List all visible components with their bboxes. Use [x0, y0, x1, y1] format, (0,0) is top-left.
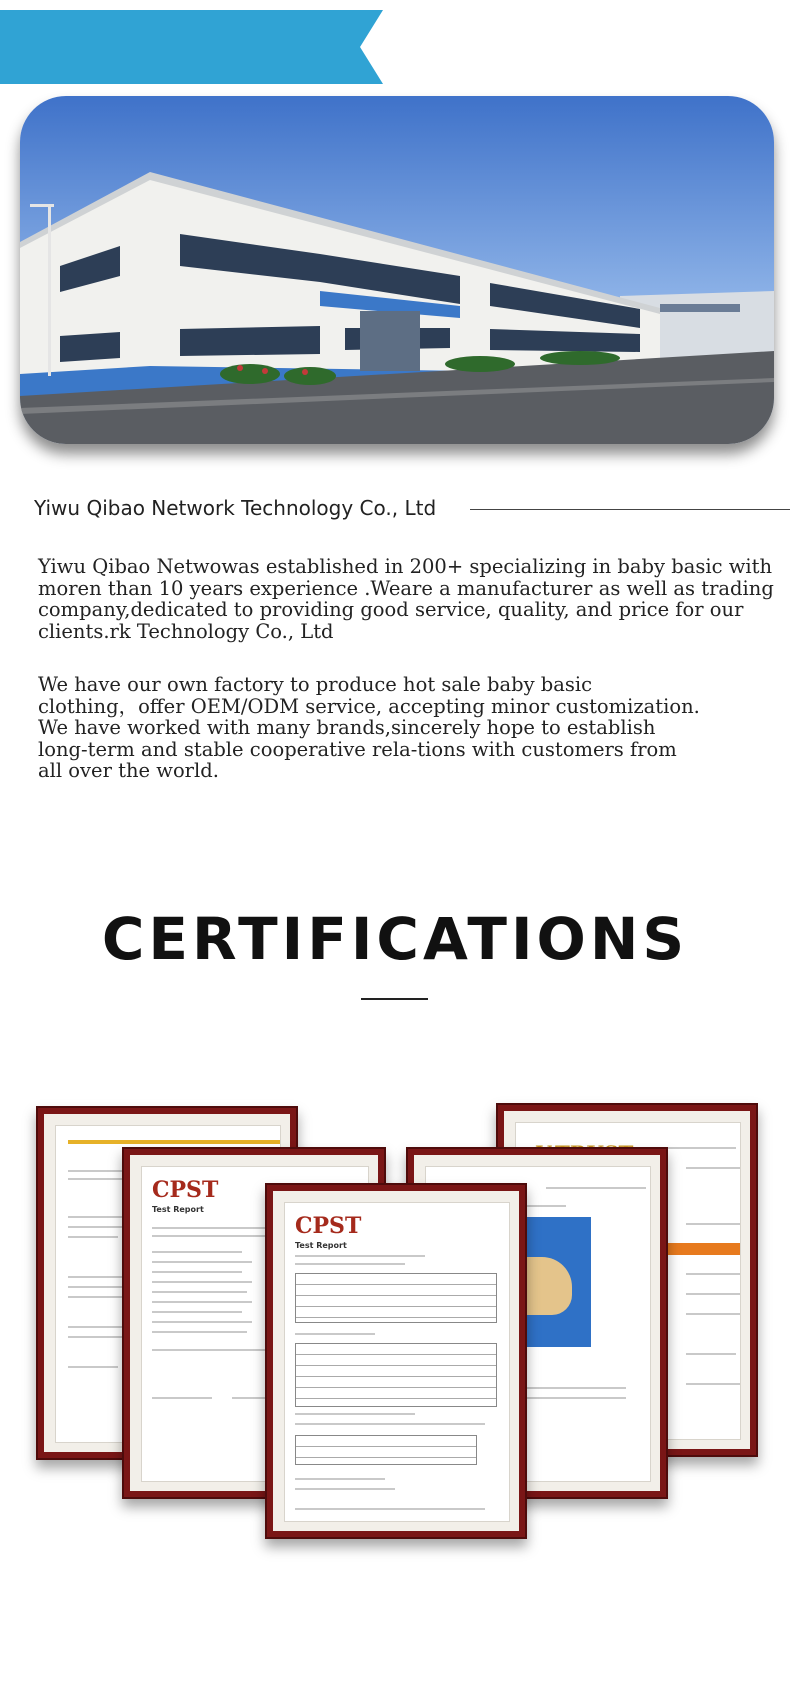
about-paragraph-2: [38, 674, 778, 782]
heading-divider-line: [470, 509, 790, 510]
about-paragraph-1: [38, 556, 778, 642]
about-p2-line: We have our own factory to produce hot sale baby basic: [38, 673, 593, 696]
company-heading-row: [34, 494, 770, 524]
about-p1-line: moren than 10 years experience .Weare a manufacturer as well as trading: [38, 576, 774, 600]
about-p2-line: We have worked with many brands,sincerely hope to establish: [38, 716, 656, 739]
doc-table-2: [295, 1343, 497, 1407]
factory-photo: [20, 96, 774, 444]
factory-building-illustration: [20, 96, 774, 444]
certifications-title: CERTIFICATIONS: [101, 905, 689, 973]
company-name: Yiwu Qibao Network Technology Co., Ltd: [34, 496, 437, 520]
doc-table: [295, 1273, 497, 1323]
certificate-frame-cpst-front: [265, 1183, 527, 1539]
about-p1-line: Yiwu Qibao Netwowas established in 200+ specializing in baby basic with: [38, 555, 773, 578]
header-accent-banner: [0, 10, 383, 84]
about-p1-line: company,dedicated to providing good service, quality, and price for our: [38, 598, 744, 621]
about-p2-line: clothing，offer OEM/ODM service, accepting minor customization.: [38, 694, 700, 718]
about-p2-line: long-term and stable cooperative rela-tions with customers from: [38, 737, 677, 761]
doc-subtitle: Test Report: [152, 1205, 204, 1214]
doc-logo-cpst-front: CPST: [295, 1213, 362, 1239]
doc-accent-bar: [68, 1140, 281, 1144]
doc-logo-cpst: CPST: [152, 1177, 219, 1203]
doc-subtitle-front: Test Report: [295, 1241, 347, 1250]
doc-table-3: [295, 1435, 477, 1465]
about-p2-line: all over the world.: [38, 759, 219, 782]
doc-orange-bar: [666, 1243, 741, 1255]
about-p1-line: clients.rk Technology Co., Ltd: [38, 619, 334, 643]
certifications-underline: [361, 998, 428, 1000]
